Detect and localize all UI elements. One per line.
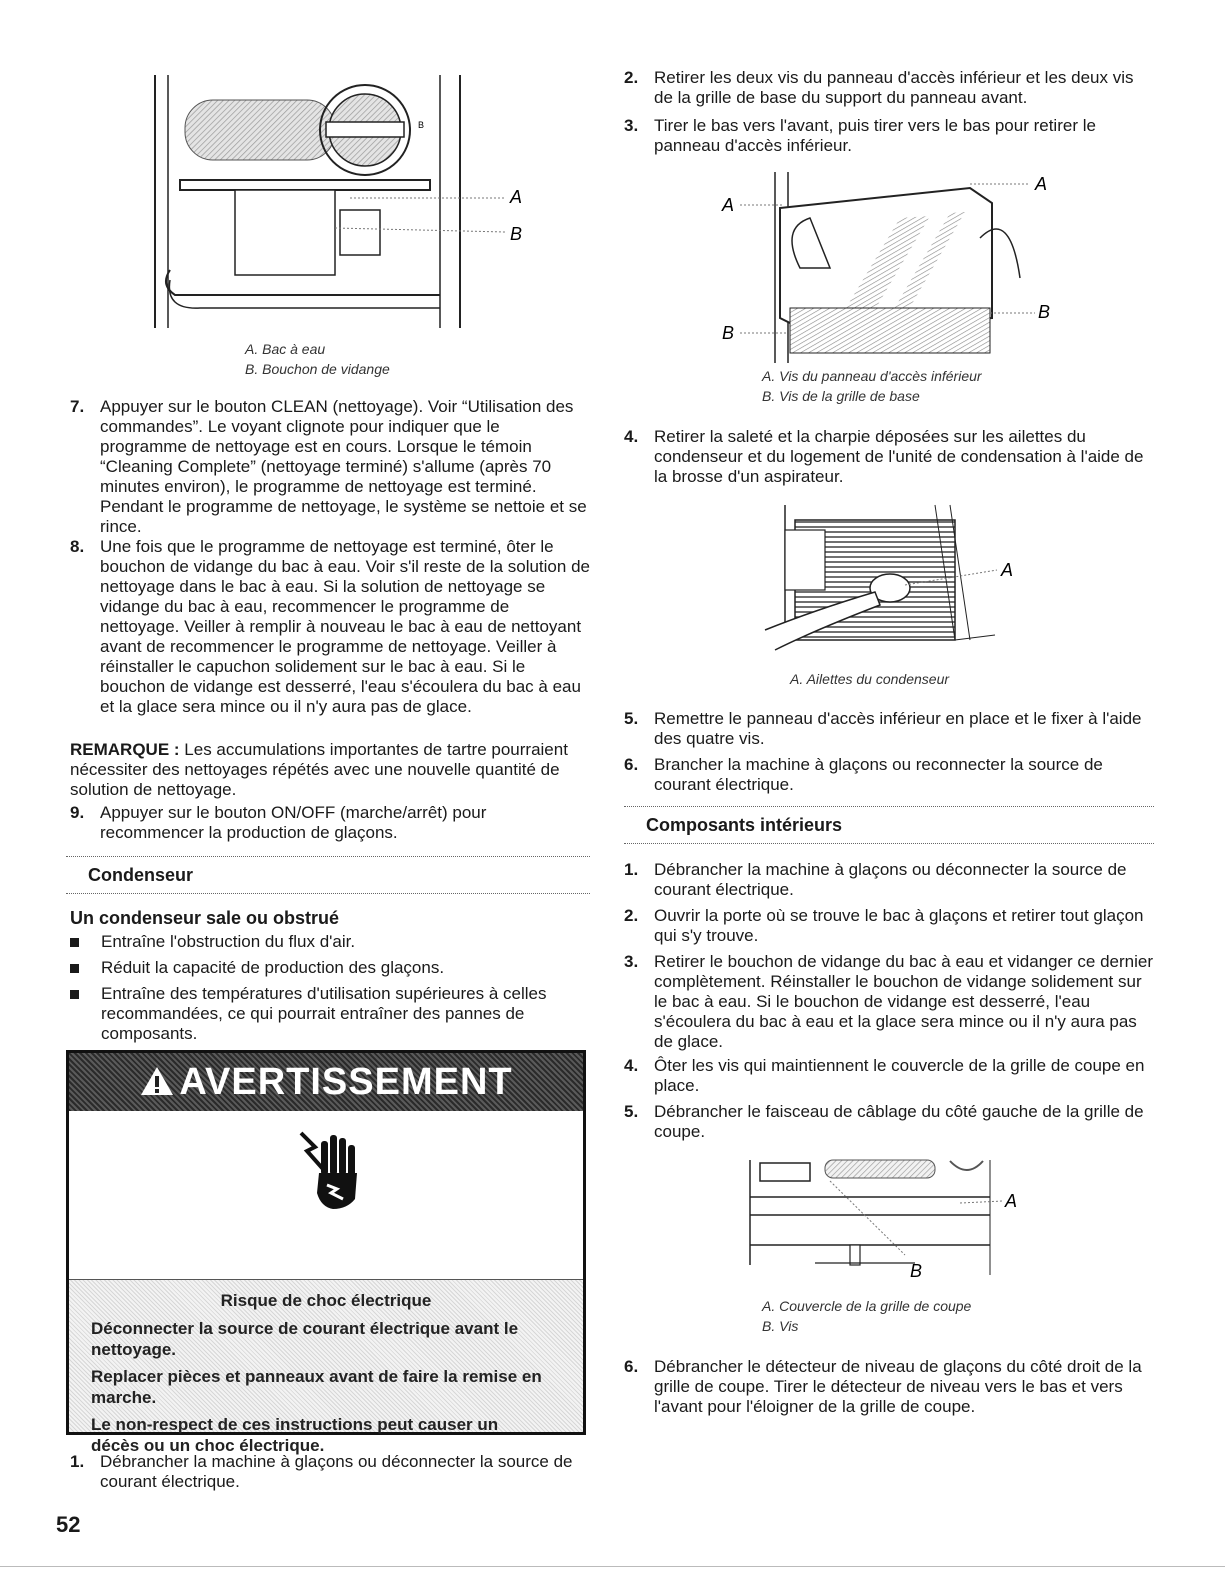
step-4 (624, 427, 1154, 487)
figure-label-b: B (510, 224, 523, 244)
remark (70, 740, 590, 800)
step-number: 3. (624, 952, 639, 971)
subhead-dirty-condenser: Un condenseur sale ou obstrué (70, 908, 340, 928)
step-text: Retirer la saleté et la charpie déposées sur les ailettes du condenseur et du logement de l'unité de condensation à l'aide de la brosse d'un aspirateur. (654, 427, 1144, 486)
step-9 (70, 803, 590, 843)
warning-header (69, 1053, 583, 1111)
step-5 (624, 709, 1154, 749)
figure-label-a: A (510, 187, 523, 207)
step-number: 2. (624, 906, 639, 925)
figure-label-b-right: B (1038, 302, 1051, 322)
step-text: Remettre le panneau d'accès inférieur en place et le fixer à l'aide des quatre vis. (654, 709, 1142, 748)
warning-box (66, 1050, 586, 1455)
figure-label-b-left: B (722, 323, 735, 343)
section-composants-interieurs (624, 806, 1154, 844)
caption-cutter-b: B. Vis (762, 1318, 799, 1334)
step-number: 9. (70, 803, 85, 822)
caption-cutter-a: A. Couvercle de la grille de coupe (762, 1298, 972, 1314)
step-text: Ouvrir la porte où se trouve le bac à glaçons et retirer tout glaçon qui s'y trouve. (654, 906, 1144, 945)
bullet-text: Entraîne l'obstruction du flux d'air. (101, 932, 356, 951)
warning-text-area (69, 1279, 583, 1455)
bullet-icon (70, 990, 79, 999)
warning-triangle-icon (139, 1065, 175, 1097)
step-text: Débrancher le faisceau de câblage du côté gauche de la grille de coupe. (654, 1102, 1144, 1141)
figure-label-a: A (1001, 560, 1014, 580)
bullet-text: Entraîne des températures d'utilisation supérieures à celles recommandées, ce qui pourrait entraîner des pannes de composants. (101, 984, 547, 1043)
warning-line-3: Le non-respect de ces instructions peut causer un décès ou un choc électrique. (91, 1415, 499, 1455)
step-8 (70, 537, 590, 717)
section-title: Condenseur (88, 865, 194, 885)
step-inner-6 (624, 1357, 1154, 1417)
step-text: Retirer le bouchon de vidange du bac à eau et vidanger ce dernier complètement. Réinstaller le bouchon de vidange solidement sur le bac à eau. Si le bouchon de vidange est desserré, l'eau s'écoulera du bac à eau et la glace sera mince ou il n'y aura pas de glace. (654, 952, 1154, 1051)
step-number: 1. (70, 1452, 85, 1471)
step-number: 5. (624, 1102, 639, 1121)
bullet-item (70, 932, 590, 952)
step-text: Débrancher la machine à glaçons ou déconnecter la source de courant électrique. (100, 1452, 573, 1491)
remark-label: REMARQUE : (70, 740, 180, 759)
step-number: 8. (70, 537, 85, 556)
step-text: Débrancher le détecteur de niveau de glaçons du côté droit de la grille de coupe. Tirer le détecteur de niveau vers le bas et vers l'avant pour l'éloigner de la grille de coupe. (654, 1357, 1142, 1416)
step-number: 6. (624, 1357, 639, 1376)
step-1-left (70, 1452, 590, 1492)
step-6 (624, 755, 1154, 795)
bottom-rule (0, 1566, 1225, 1567)
step-number: 2. (624, 68, 639, 87)
caption-panel-a: A. Vis du panneau d'accès inférieur (762, 368, 982, 384)
figure-water-reservoir (140, 70, 540, 330)
caption-reservoir-b: B. Bouchon de vidange (245, 361, 390, 377)
warning-line-1: Déconnecter la source de courant électrique avant le nettoyage. (91, 1319, 519, 1359)
figure-label-b: B (910, 1261, 923, 1281)
bullet-text: Réduit la capacité de production des glaçons. (101, 958, 445, 977)
electric-shock-hand-icon (297, 1129, 361, 1215)
step-text: Retirer les deux vis du panneau d'accès inférieur et les deux vis de la grille de base du support du panneau avant. (654, 68, 1134, 107)
step-text: Ôter les vis qui maintiennent le couvercle de la grille de coupe en place. (654, 1056, 1145, 1095)
figure-lower-access-panel (720, 168, 1060, 363)
step-text: Débrancher la machine à glaçons ou déconnecter la source de courant électrique. (654, 860, 1127, 899)
section-title: Composants intérieurs (646, 815, 843, 835)
warning-hazard: Risque de choc électrique (220, 1291, 432, 1310)
remark-text: Les accumulations importantes de tartre pourraient nécessiter des nettoyages répétés avec une nouvelle quantité de solution de nettoyage. (70, 740, 568, 799)
step-number: 5. (624, 709, 639, 728)
step-number: 6. (624, 755, 639, 774)
step-text: Tirer le bas vers l'avant, puis tirer vers le bas pour retirer le panneau d'accès inférieur. (654, 116, 1096, 155)
warning-title-text: AVERTISSEMENT (179, 1061, 513, 1103)
dial-label: B (418, 120, 425, 130)
step-text: Appuyer sur le bouton ON/OFF (marche/arrêt) pour recommencer la production de glaçons. (100, 803, 487, 842)
caption-panel-b: B. Vis de la grille de base (762, 388, 920, 404)
step-inner-4 (624, 1056, 1154, 1096)
step-text: Une fois que le programme de nettoyage est terminé, ôter le bouchon de vidange du bac à eau. Voir s'il reste de la solution de nettoyage dans le bac à eau. Si la solution de nettoyage se vidange du bac à eau, recommencer le programme de nettoyage. Veiller à remplir à nouveau le bac à eau de nettoyant avant de recommencer le programme de nettoyage. Veiller à réinstaller le capuchon solidement sur le bac à eau. Si le bouchon de vidange est desserré, l'eau s'écoulera du bac à eau et la glace sera mince ou il n'y aura pas de glace. (100, 537, 590, 716)
page-number: 52 (56, 1512, 81, 1537)
step-text: Brancher la machine à glaçons ou reconnecter la source de courant électrique. (654, 755, 1103, 794)
step-number: 4. (624, 427, 639, 446)
step-3 (624, 116, 1154, 156)
figure-cutter-grid-cover (745, 1155, 1035, 1285)
figure-label-a-right: A (1035, 174, 1048, 194)
figure-label-a-left: A (722, 195, 735, 215)
step-inner-3 (624, 952, 1154, 1052)
warning-icon-area (69, 1111, 583, 1279)
step-number: 4. (624, 1056, 639, 1075)
step-number: 7. (70, 397, 85, 416)
section-condenseur (66, 856, 590, 894)
step-number: 1. (624, 860, 639, 879)
bullet-item (70, 958, 590, 978)
step-text: Appuyer sur le bouton CLEAN (nettoyage). Voir “Utilisation des commandes”. Le voyant clignote pour indiquer que le programme de nettoyage est en cours. Lorsque le témoin “Cleaning Complete” (nettoyage terminé) s'allume (après 70 minutes environ), le programme de nettoyage est terminé. Pendant le programme de nettoyage, le système se nettoie et se rince. (100, 397, 587, 536)
caption-condenser-a: A. Ailettes du condenseur (790, 671, 950, 687)
step-number: 3. (624, 116, 639, 135)
bullet-icon (70, 964, 79, 973)
step-inner-5 (624, 1102, 1154, 1142)
step-7 (70, 397, 590, 537)
figure-label-a: A (1005, 1191, 1018, 1211)
step-2 (624, 68, 1154, 108)
bullet-icon (70, 938, 79, 947)
step-inner-2 (624, 906, 1154, 946)
bullet-item (70, 984, 570, 1044)
step-inner-1 (624, 860, 1154, 900)
warning-line-2: Replacer pièces et panneaux avant de faire la remise en marche. (91, 1367, 542, 1407)
figure-condenser-fins (755, 500, 1025, 660)
warning-title (69, 1061, 583, 1103)
caption-reservoir-a: A. Bac à eau (245, 341, 326, 357)
